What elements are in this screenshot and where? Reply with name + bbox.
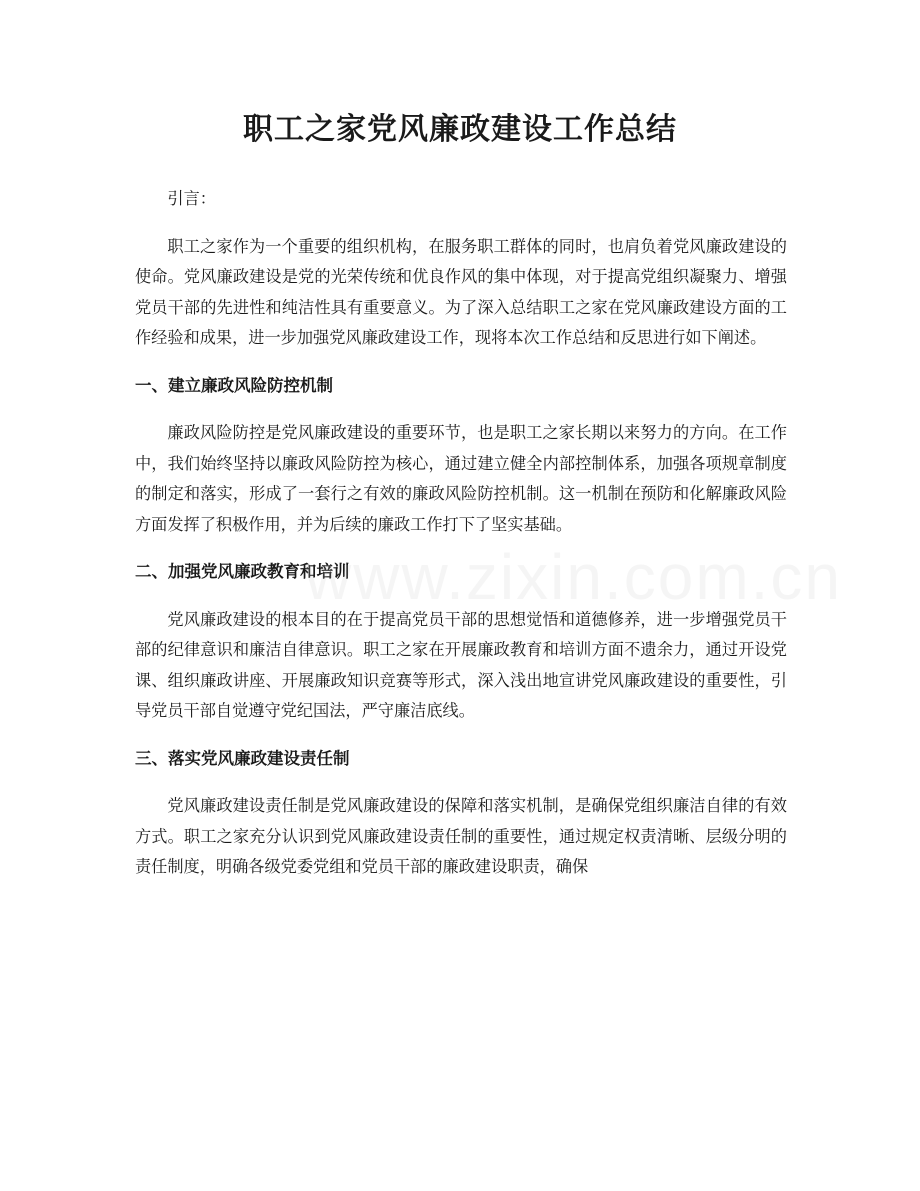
intro-paragraph: 职工之家作为一个重要的组织机构，在服务职工群体的同时，也肩负着党风廉政建设的使命。党风廉政建设是党的光荣传统和优良作风的集中体现，对于提高党组织凝聚力、增强党员干部的先进性和纯洁性具有重要意义。为了深入总结职工之家在党风廉政建设方面的工作经验和成果，进一步加强党风廉政建设工作，现将本次工作总结和反思进行如下阐述。 <box>135 236 787 347</box>
section-heading: 二、加强党风廉政教育和培训 <box>135 562 350 581</box>
watermark: www.zixin.com.cn <box>305 541 842 613</box>
section-3 <box>135 744 787 883</box>
section-2 <box>135 557 787 727</box>
document-body <box>135 184 787 900</box>
document-title: 职工之家党风廉政建设工作总结 <box>243 112 677 147</box>
section-paragraph: 党风廉政建设责任制是党风廉政建设的保障和落实机制，是确保党组织廉洁自律的有效方式。职工之家充分认识到党风廉政建设责任制的重要性，通过规定权责清晰、层级分明的责任制度，明确各级党委党组和党员干部的廉政建设职责，确保 <box>135 796 787 876</box>
section-paragraph: 廉政风险防控是党风廉政建设的重要环节，也是职工之家长期以来努力的方向。在工作中，我们始终坚持以廉政风险防控为核心，通过建立健全内部控制体系，加强各项规章制度的制定和落实，形成了一套行之有效的廉政风险防控机制。这一机制在预防和化解廉政风险方面发挥了积极作用，并为后续的廉政工作打下了坚实基础。 <box>135 423 787 534</box>
section-1 <box>135 371 787 541</box>
section-paragraph: 党风廉政建设的根本目的在于提高党员干部的思想觉悟和道德修养，进一步增强党员干部的纪律意识和廉洁自律意识。职工之家在开展廉政教育和培训方面不遗余力，通过开设党课、组织廉政讲座、开展廉政知识竞赛等形式，深入浅出地宣讲党风廉政建设的重要性，引导党员干部自觉遵守党纪国法，严守廉洁底线。 <box>135 609 787 720</box>
intro-label: 引言： <box>167 189 216 208</box>
section-heading: 一、建立廉政风险防控机制 <box>135 375 333 395</box>
section-heading: 三、落实党风廉政建设责任制 <box>135 748 350 768</box>
